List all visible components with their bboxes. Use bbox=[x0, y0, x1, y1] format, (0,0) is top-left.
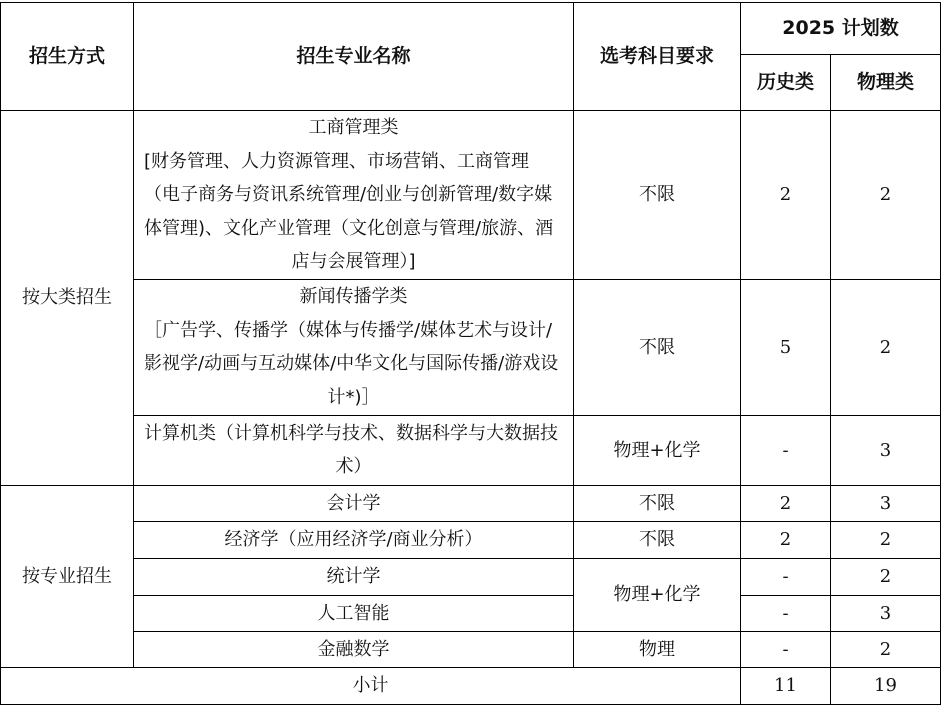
method-cell: 按大类招生 bbox=[1, 111, 134, 486]
header-plan-2025: 2025 计划数 bbox=[741, 3, 941, 55]
major-category-detail: 计算机类（计算机科学与技术、数据科学与大数据技术） bbox=[144, 422, 558, 477]
history-count-cell: - bbox=[741, 558, 831, 595]
header-subject-requirement: 选考科目要求 bbox=[574, 3, 741, 111]
major-category-title: 工商管理类 bbox=[308, 117, 399, 138]
requirement-cell: 物理+化学 bbox=[574, 415, 741, 485]
major-cell: 经济学（应用经济学/商业分析） bbox=[134, 521, 574, 558]
table-row bbox=[1, 111, 941, 280]
physics-count-cell: 3 bbox=[831, 595, 941, 631]
admission-plan-table bbox=[0, 2, 941, 705]
table-row bbox=[1, 279, 941, 415]
history-count-cell: - bbox=[741, 595, 831, 631]
major-category-title: 新闻传播学类 bbox=[299, 286, 408, 307]
table-row bbox=[1, 595, 941, 631]
requirement-cell: 不限 bbox=[574, 111, 741, 280]
requirement-cell: 不限 bbox=[574, 279, 741, 415]
requirement-cell: 不限 bbox=[574, 485, 741, 521]
subtotal-history: 11 bbox=[741, 667, 831, 704]
header-row-1 bbox=[1, 3, 941, 55]
major-cell bbox=[134, 279, 574, 415]
header-physics: 物理类 bbox=[831, 55, 941, 111]
header-major-name: 招生专业名称 bbox=[134, 3, 574, 111]
header-history: 历史类 bbox=[741, 55, 831, 111]
major-cell bbox=[134, 415, 574, 485]
requirement-cell: 物理 bbox=[574, 631, 741, 667]
physics-count-cell: 2 bbox=[831, 631, 941, 667]
major-category-detail: [财务管理、人力资源管理、市场营销、工商管理（电子商务与资讯系统管理/创业与创新管理/数字媒体管理)、文化产业管理（文化创意与管理/旅游、酒店与会展管理）] bbox=[144, 150, 554, 272]
major-cell bbox=[134, 111, 574, 280]
physics-count-cell: 3 bbox=[831, 415, 941, 485]
physics-count-cell: 2 bbox=[831, 279, 941, 415]
history-count-cell: 2 bbox=[741, 521, 831, 558]
history-count-cell: - bbox=[741, 631, 831, 667]
table-row bbox=[1, 631, 941, 667]
physics-count-cell: 3 bbox=[831, 485, 941, 521]
major-cell: 会计学 bbox=[134, 485, 574, 521]
history-count-cell: 5 bbox=[741, 279, 831, 415]
table-row bbox=[1, 521, 941, 558]
major-cell: 统计学 bbox=[134, 558, 574, 595]
major-cell: 金融数学 bbox=[134, 631, 574, 667]
requirement-cell: 不限 bbox=[574, 521, 741, 558]
table-row bbox=[1, 558, 941, 595]
history-count-cell: 2 bbox=[741, 485, 831, 521]
physics-count-cell: 2 bbox=[831, 558, 941, 595]
major-category-detail: ［广告学、传播学（媒体与传播学/媒体艺术与设计/影视学/动画与互动媒体/中华文化与国际传播/游戏设计*)］ bbox=[144, 319, 559, 408]
table-row bbox=[1, 415, 941, 485]
physics-count-cell: 2 bbox=[831, 521, 941, 558]
history-count-cell: 2 bbox=[741, 111, 831, 280]
table-row bbox=[1, 485, 941, 521]
method-cell: 按专业招生 bbox=[1, 485, 134, 667]
history-count-cell: - bbox=[741, 415, 831, 485]
header-method: 招生方式 bbox=[1, 3, 134, 111]
admission-plan-table-container bbox=[0, 2, 941, 705]
major-cell: 人工智能 bbox=[134, 595, 574, 631]
subtotal-row bbox=[1, 667, 941, 704]
physics-count-cell: 2 bbox=[831, 111, 941, 280]
requirement-cell: 物理+化学 bbox=[574, 558, 741, 631]
subtotal-label: 小计 bbox=[1, 667, 741, 704]
subtotal-physics: 19 bbox=[831, 667, 941, 704]
